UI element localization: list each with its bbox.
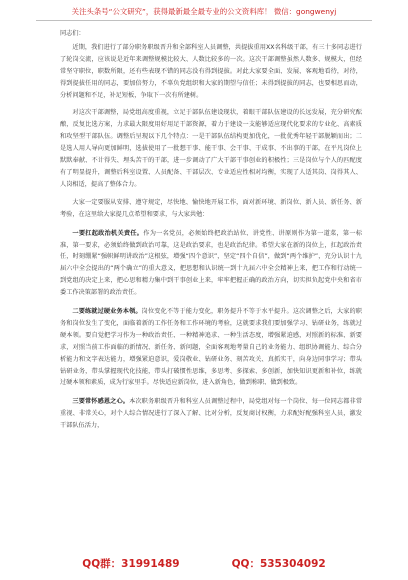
section-body: 本次职务职级晋升和科室人员调整过程中，局党组对每一个岗位、每一位同志都非常重视、非常关心，对个人综合情况进行了深入了解、比对分析，反复商讨权衡，力求配好配强科室人员，激发干部队伍活力， (60, 398, 362, 430)
qq-group-number: QQ群：31991489 (82, 557, 180, 570)
transition-paragraph: 大家一定要服从安排、遵守规定，尽快地、愉快地开展工作，面对新环境、新岗位、新人员、新任务、新考验，在这里给大家提几点希望和要求，与大家共勉： (60, 198, 362, 218)
body-paragraph: 对这次干部调整，局党组高度重视，立足于部队伍建设现状，着眼干部队伍建设的长远发展，充分研究酝酿，反复比选方案，力求最大限度用好用足干部资源，着力于建设一支能够适应现代化要求的专业化、高素质和攻坚型干部队伍。调整后呈现以下几个特点：一是干部队伍结构更加优化，一批优秀年轻干部脱颖而出；二是选人用人导向更加鲜明，选拔使用了一批想干事、能干事、会干事、干成事、不出事的干部，在平凡岗位上默默奉献、不计得失、埋头苦干的干部，进一步调动了广大干部干事创业的积极性；三是岗位与个人的匹配度有了明显提升，调整后科室设置、人员配备、干部层次、专业适应性相对均衡，实现了人适其岗、岗得其人、人岗相适，提高了整体合力。 (60, 109, 362, 188)
top-banner: 关注头条号“公文研究”，获得最新最全最专业的公文资料库！ 微信：gongwenyj (36, 6, 372, 21)
speech-body (60, 28, 362, 536)
section-paragraph-1 (60, 228, 362, 299)
section-heading: 一要扛起政治机关责任。 (72, 229, 144, 237)
section-body: 作为一名党员，必须始终把政治站位、讲党性、讲原则作为第一道菜，第一标准，第一要求，必须始终做到政治可靠，这是政治要求，也是政治纪律。希望大家在新的岗位上，扛起政治责任，时刻绷紧“强帜鲜明讲政治”这根弦，增强“四个意识”，坚定“四个自信”，做到“两个维护”，充分认识十九届六中全会提出的“两个确立”的重大意义，把思想和认识统一到十九届六中全会精神上来，把工作和行动统一到党组的决定上来，把心思和精力集中到干事创业上来，牢牢把握正确的政治方向，切实担负起党中央和省市委工作决策部署的政治责任。 (60, 229, 362, 297)
footer-contact-bar (0, 552, 408, 574)
section-body: 岗位变化不等于能力变化，职务提升不等于水平提升。这次调整之后，大家的职务和岗位发生了变化，面临着新的工作任务和工作环境的考验，这就要求我们要加强学习、钻研业务，练就过硬本领。要自觉把学习作为一种政治责任、一种精神追求、一种生活态度，增强紧迫感，对照新的标准、新要求，对照当前工作面临的新情况、新任务、新问题，全面客观地考量自己的业务能力、组织协调能力、综合分析能力和文字表达能力，增强紧迫意识，爱岗敬业、钻研业务、刻苦攻关、真抓实干，向身边同事学习；带头钻研业务，带头掌握现代化技能，带头打破惯性思维，多思考、多探索、多创新，加快知识更新和补位，练就过硬本领和素质，成为行家里手。尽快适应新岗位，进入新角色，做到称职、做到极致。 (60, 308, 362, 387)
section-paragraph-3 (60, 396, 362, 432)
qq-number: QQ：535304092 (231, 557, 326, 570)
intro-paragraph: 近期，我们进行了部分职务职级晋升和全部科室人员调整，共提拔重用XX名科级干部，有三十多同志进行了轮岗交流，应该说是近年来调整规模比较大、人数比较多的一次。这次干部调整虽然人数多、规模大，但经常坚守职位，职数所限，还有些表现不错的同志没有得到提拔。对此大家要全面、发展、客观地看待，对待，得到提拔任用的同志，要加倍努力，不辜负党组织和大家的期望与信任；未得到提拔的同志，也要相思而动，分析问题和不足，补足短板，争取下一次有所建树。 (60, 43, 362, 99)
section-paragraph-2 (60, 306, 362, 389)
section-heading: 二要练就过硬业务本领。 (72, 308, 142, 316)
greeting: 同志们： (60, 30, 85, 37)
section-heading: 三要常怀感恩之心。 (72, 398, 130, 406)
